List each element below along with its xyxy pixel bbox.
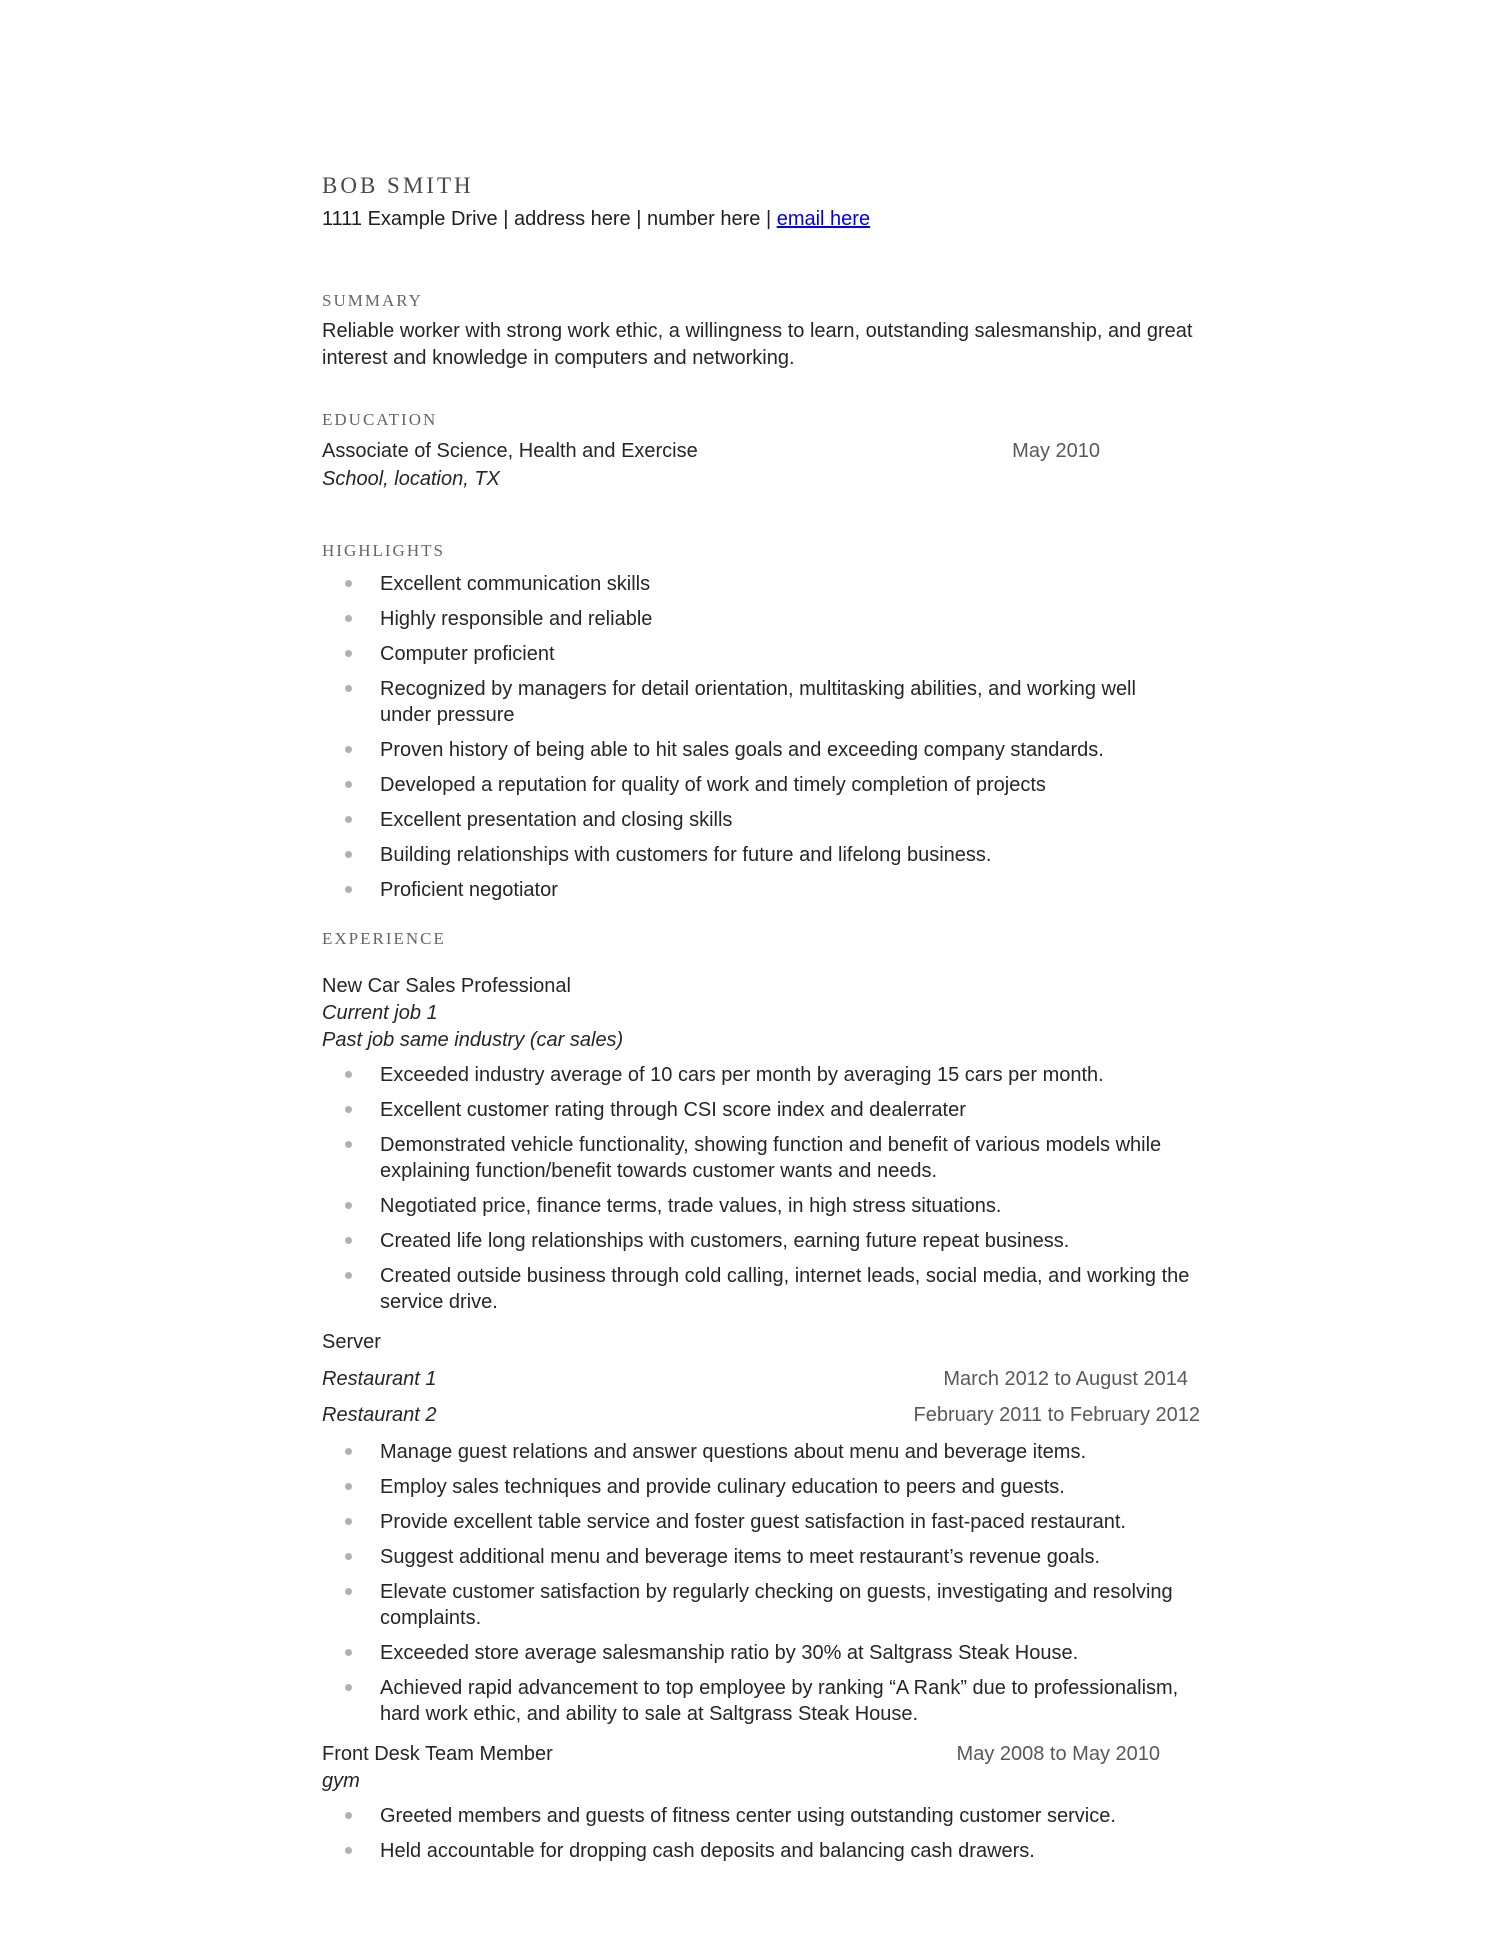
- bullet-icon: [345, 685, 352, 692]
- bullet-icon: [345, 1649, 352, 1656]
- bullet-text: Created outside business through cold calling, internet leads, social media, and working the service drive.: [380, 1265, 1190, 1313]
- job2-restaurant1-row: [322, 1366, 1200, 1393]
- list-item: [322, 842, 1200, 868]
- contact-line: [322, 206, 1200, 233]
- education-row: [322, 438, 1200, 465]
- bullet-icon: [345, 1684, 352, 1691]
- bullet-text: Suggest additional menu and beverage items to meet restaurant’s revenue goals.: [380, 1546, 1101, 1568]
- bullet-icon: [345, 1847, 352, 1854]
- bullet-icon: [345, 746, 352, 753]
- section-experience: [322, 927, 1200, 1864]
- bullet-text: Greeted members and guests of fitness center using outstanding customer service.: [380, 1805, 1116, 1827]
- list-item: [322, 571, 1200, 597]
- bullet-text: Proven history of being able to hit sales goals and exceeding company standards.: [380, 739, 1104, 761]
- bullet-text: Achieved rapid advancement to top employee by ranking “A Rank” due to professionalism, hard work ethic, and ability to sale at Saltgrass Steak House.: [380, 1677, 1179, 1725]
- list-item: [322, 737, 1200, 763]
- bullet-icon: [345, 580, 352, 587]
- list-item: [322, 807, 1200, 833]
- list-item: [322, 1062, 1200, 1088]
- list-item: [322, 1838, 1200, 1864]
- list-item: [322, 772, 1200, 798]
- section-summary: [322, 289, 1200, 372]
- list-item: [322, 1803, 1200, 1829]
- section-highlights: [322, 539, 1200, 903]
- bullet-text: Created life long relationships with customers, earning future repeat business.: [380, 1230, 1070, 1252]
- email-link[interactable]: email here: [776, 208, 871, 230]
- job2-restaurant2-row: [322, 1402, 1200, 1429]
- summary-text: Reliable worker with strong work ethic, a willingness to learn, outstanding salesmanship, and great interest and knowledge in computers and networking.: [322, 320, 1193, 369]
- bullet-icon: [345, 1812, 352, 1819]
- list-item: [322, 1097, 1200, 1123]
- contact-text: 1111 Example Drive | address here | number here |: [322, 208, 777, 230]
- job3-subtitle: gym: [322, 1770, 360, 1792]
- restaurant1-name: Restaurant 1: [322, 1368, 437, 1390]
- bullet-icon: [345, 650, 352, 657]
- list-item: [322, 1439, 1200, 1465]
- bullet-icon: [345, 1272, 352, 1279]
- bullet-text: Excellent communication skills: [380, 573, 651, 595]
- bullet-text: Excellent customer rating through CSI score index and dealerrater: [380, 1099, 966, 1121]
- list-item: [322, 1193, 1200, 1219]
- list-item: [322, 877, 1200, 903]
- list-item: [322, 1579, 1200, 1631]
- bullet-text: Held accountable for dropping cash deposits and balancing cash drawers.: [380, 1840, 1035, 1862]
- bullet-icon: [345, 1106, 352, 1113]
- experience-heading: EXPERIENCE: [322, 929, 446, 948]
- bullet-text: Building relationships with customers for future and lifelong business.: [380, 844, 992, 866]
- summary-heading: SUMMARY: [322, 291, 423, 310]
- list-item: [322, 641, 1200, 667]
- bullet-icon: [345, 1518, 352, 1525]
- bullet-icon: [345, 851, 352, 858]
- bullet-text: Computer proficient: [380, 643, 555, 665]
- job1-subtitle-1: Current job 1: [322, 1002, 438, 1024]
- bullet-icon: [345, 1071, 352, 1078]
- bullet-icon: [345, 1448, 352, 1455]
- highlights-heading: HIGHLIGHTS: [322, 541, 445, 560]
- restaurant1-date: March 2012 to August 2014: [943, 1368, 1188, 1390]
- list-item: [322, 1474, 1200, 1500]
- bullet-icon: [345, 1553, 352, 1560]
- bullet-icon: [345, 1483, 352, 1490]
- section-education: [322, 408, 1200, 493]
- list-item: [322, 1509, 1200, 1535]
- list-item: [322, 676, 1200, 728]
- bullet-icon: [345, 816, 352, 823]
- job1-list: [322, 1062, 1200, 1315]
- bullet-text: Demonstrated vehicle functionality, showing function and benefit of various models while explaining function/benefit towards customer wants and needs.: [380, 1134, 1162, 1182]
- job3-title: Front Desk Team Member: [322, 1743, 553, 1765]
- education-date: May 2010: [1012, 440, 1100, 462]
- list-item: [322, 606, 1200, 632]
- bullet-text: Developed a reputation for quality of work and timely completion of projects: [380, 774, 1046, 796]
- list-item: [322, 1675, 1200, 1727]
- bullet-text: Proficient negotiator: [380, 879, 558, 901]
- school-name: School, location, TX: [322, 468, 500, 490]
- bullet-icon: [345, 615, 352, 622]
- bullet-text: Provide excellent table service and foster guest satisfaction in fast-paced restaurant.: [380, 1511, 1126, 1533]
- job3-list: [322, 1803, 1200, 1864]
- bullet-text: Negotiated price, finance terms, trade values, in high stress situations.: [380, 1195, 1002, 1217]
- bullet-icon: [345, 781, 352, 788]
- bullet-icon: [345, 1141, 352, 1148]
- bullet-text: Excellent presentation and closing skills: [380, 809, 733, 831]
- job2-title: Server: [322, 1331, 381, 1353]
- list-item: [322, 1640, 1200, 1666]
- degree-name: Associate of Science, Health and Exercise: [322, 440, 698, 462]
- list-item: [322, 1544, 1200, 1570]
- bullet-text: Recognized by managers for detail orientation, multitasking abilities, and working well under pressure: [380, 678, 1136, 726]
- bullet-icon: [345, 1588, 352, 1595]
- bullet-text: Exceeded industry average of 10 cars per month by averaging 15 cars per month.: [380, 1064, 1104, 1086]
- bullet-text: Highly responsible and reliable: [380, 608, 653, 630]
- bullet-icon: [345, 1202, 352, 1209]
- bullet-text: Employ sales techniques and provide culinary education to peers and guests.: [380, 1476, 1065, 1498]
- bullet-icon: [345, 886, 352, 893]
- list-item: [322, 1228, 1200, 1254]
- job1-title: New Car Sales Professional: [322, 975, 571, 997]
- job1-subtitle-2: Past job same industry (car sales): [322, 1029, 624, 1051]
- list-item: [322, 1132, 1200, 1184]
- list-item: [322, 1263, 1200, 1315]
- job3-date: May 2008 to May 2010: [956, 1743, 1160, 1765]
- bullet-text: Exceeded store average salesmanship ratio by 30% at Saltgrass Steak House.: [380, 1642, 1079, 1664]
- bullet-text: Elevate customer satisfaction by regularly checking on guests, investigating and resolving complaints.: [380, 1581, 1173, 1629]
- bullet-icon: [345, 1237, 352, 1244]
- highlights-list: [322, 571, 1200, 903]
- education-heading: EDUCATION: [322, 410, 438, 429]
- person-name: BOB SMITH: [322, 173, 474, 198]
- bullet-text: Manage guest relations and answer questions about menu and beverage items.: [380, 1441, 1087, 1463]
- restaurant2-name: Restaurant 2: [322, 1404, 437, 1426]
- job3-title-row: [322, 1741, 1200, 1768]
- resume-content: [322, 172, 1200, 1873]
- restaurant2-date: February 2011 to February 2012: [913, 1404, 1200, 1426]
- job2-list: [322, 1439, 1200, 1727]
